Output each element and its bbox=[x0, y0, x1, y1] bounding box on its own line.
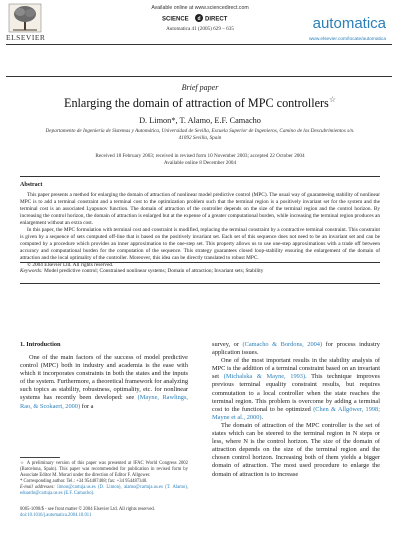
intro-paragraph-continued bbox=[212, 341, 380, 357]
elsevier-tree-logo bbox=[8, 3, 42, 33]
doi-link[interactable]: doi:10.1016/j.automatica.2004.10.011 bbox=[20, 513, 92, 518]
affiliation bbox=[40, 128, 360, 142]
left-column bbox=[20, 354, 188, 411]
article-title-text: Enlarging the domain of attraction of MPC controllers bbox=[64, 96, 329, 111]
footnotes bbox=[20, 461, 188, 497]
email-label: E-mail addresses: bbox=[20, 485, 55, 490]
footnote-corresponding: * Corresponding author. Tel.: +34 954487488; fax: +34 954487340. bbox=[20, 479, 148, 484]
footnote-preliminary: ☆ A preliminary version of this paper was presented at IFAC World Congress 2002 (Barcelona, Spain). This paper was recommended for publication in revised form by Associate Editor M. Morari under the direction of Editor F. Allgower. bbox=[20, 461, 188, 478]
affiliation-line-2: 41092 Sevilla, Spain bbox=[178, 135, 222, 141]
abstract-paragraph-1: This paper presents a method for enlarging the domain of attraction of nonlinear model predictive control (MPC). The usual way of guaranteeing stability of nonlinear MPC is to add a terminal constraint and a terminal cost to the optimization problem such that the terminal region is a positively invariant set for the system and the terminal cost is an associated Lyapunov function. The domain of attraction of the controller depends on the size of the terminal region and the control horizon. By increasing the control horizon, the domain of attraction is enlarged but at the expense of a greater computational burden, while increasing the terminal region produces an enlargement without an extra cost. bbox=[20, 192, 380, 227]
abstract-copyright: © 2004 Elsevier Ltd. All rights reserved. bbox=[27, 262, 114, 269]
journal-url-link[interactable]: www.elsevier.com/locate/automatica bbox=[308, 37, 386, 42]
issn-doi bbox=[20, 507, 220, 519]
intro-p2-b: . This technique improves previous terminal equality constraint results, but requires commutation to a local controller when the state reaches the terminal region. This problem is overcome by adding a terminal cost to the functional to be optimized bbox=[212, 373, 380, 413]
article-title bbox=[0, 95, 400, 111]
article-dates bbox=[40, 153, 360, 167]
header-rule-lower bbox=[6, 76, 392, 77]
sciencedirect-logo bbox=[140, 13, 260, 23]
author-list: D. Limon*, T. Alamo, E.F. Camacho bbox=[139, 116, 261, 125]
received-dates: Received 18 February 2003; received in revised form 10 November 2003; accepted 22 October 2004 bbox=[95, 153, 305, 159]
abstract-heading: Abstract bbox=[20, 182, 43, 188]
abstract-body bbox=[20, 192, 380, 270]
abstract-bottom-rule bbox=[20, 262, 380, 263]
svg-text:DIRECT: DIRECT bbox=[205, 16, 228, 23]
title-footnote-mark[interactable]: ☆ bbox=[328, 95, 336, 104]
keywords bbox=[20, 268, 380, 274]
available-online-text: Available online at www.sciencedirect.com bbox=[151, 5, 249, 11]
citation-link-mayne-2000[interactable]: (Mayne, Rawlings, Rao, & Scokaert, 2000) bbox=[20, 394, 189, 410]
abstract-top-rule bbox=[20, 176, 380, 177]
available-online-date: Available online 8 December 2004 bbox=[163, 160, 237, 166]
intro-p2-c: . bbox=[261, 413, 264, 421]
publisher-name: ELSEVIER bbox=[6, 33, 46, 42]
footnote-rule bbox=[20, 457, 60, 458]
svg-text:SCIENCE: SCIENCE bbox=[162, 16, 189, 23]
intro-paragraph-3: The domain of attraction of the MPC controller is the set of states which can be steered to the terminal region in N steps or less, where N is the control horizon. The size of the domain of attraction depends on the size of the terminal region and the chosen control horizon. Increasing both of them yields a bigger domain of attraction. The most used procedure to enlarge the domain of attraction is to increase bbox=[212, 421, 380, 478]
affiliation-line-1: Departamento de Ingeniería de Sistemas y Automática, Universidad de Sevilla, Escuela Superior de Ingenieros, Camino de los Descubrimientos s/n. bbox=[45, 128, 355, 134]
intro-p0-end: for process industry application issues. bbox=[212, 341, 380, 357]
intro-paragraph-2 bbox=[212, 357, 380, 422]
issn-line: 0005-1098/$ - see front matter © 2004 Elsevier Ltd. All rights reserved. bbox=[20, 507, 155, 512]
svg-text:d: d bbox=[197, 16, 201, 22]
journal-name: automatica bbox=[312, 15, 386, 32]
keywords-label: Keywords: bbox=[20, 268, 43, 274]
section-heading-introduction: 1. Introduction bbox=[20, 341, 61, 348]
keywords-bottom-rule bbox=[20, 283, 380, 284]
email-addresses[interactable]: limon@cartuja.us.es (D. Limon), alamo@cartuja.us.es (T. Alamo), eduardo@cartuja.us.es (E.F. Camacho). bbox=[20, 485, 188, 496]
abstract-paragraph-2: In this paper, the MPC formulation with terminal cost and constraint is modified, replacing the terminal constraint by a contractive terminal constraint. This constraint is given by a sequence of sets computed off-line that is based on the positively invariant set. Each set of this sequence does not need to be an invariant set and can be computed by a procedure which provides an inner approximation to the one-step set. This property allows us to use one-step approximations with a trade off between accuracy and computational burden for the computation of the sequence. This strategy guarantees closed loop-stability ensuring the enlargement of the domain of attraction and the local optimality of the controller. Moreover, this idea can be directly translated to robust MPC. bbox=[20, 227, 380, 262]
citation-link-camacho-2004[interactable]: (Camacho & Bordons, 2004) bbox=[242, 341, 323, 348]
intro-paragraph-1 bbox=[20, 354, 188, 411]
footnote-emails bbox=[20, 485, 188, 497]
intro-p0-start: survey, or bbox=[212, 341, 239, 348]
right-column bbox=[212, 341, 380, 479]
keywords-list: Model predictive control; Constrained nonlinear systems; Domain of attraction; Invariant sets; Stability bbox=[44, 268, 264, 274]
citation-link-chen-1998[interactable]: (Chen & Allgöwer, 1998; Mayne et al., 2000) bbox=[212, 405, 380, 421]
intro-p1-text: One of the main factors of the success of model predictive control (MPC) both in industry and academia is the ease with which it incorporates constraints in both the states and the inputs of the system. Furthermore, a theoretical framework for analyzing such topics as stability, robustness, optimality, etc. for nonlinear systems has recently been developed: see bbox=[20, 354, 188, 402]
intro-p2-a: One of the most important results in the stability analysis of MPC is the addition of a terminal constraint based on an invariant set bbox=[212, 357, 380, 381]
header-rule bbox=[6, 44, 392, 45]
section-type: Brief paper bbox=[181, 83, 219, 92]
journal-reference: Automatica 41 (2005) 629 – 635 bbox=[166, 26, 234, 32]
intro-p1-end: for a bbox=[81, 402, 94, 410]
citation-link-michalska-1993[interactable]: (Michalska & Mayne, 1993) bbox=[223, 373, 306, 381]
